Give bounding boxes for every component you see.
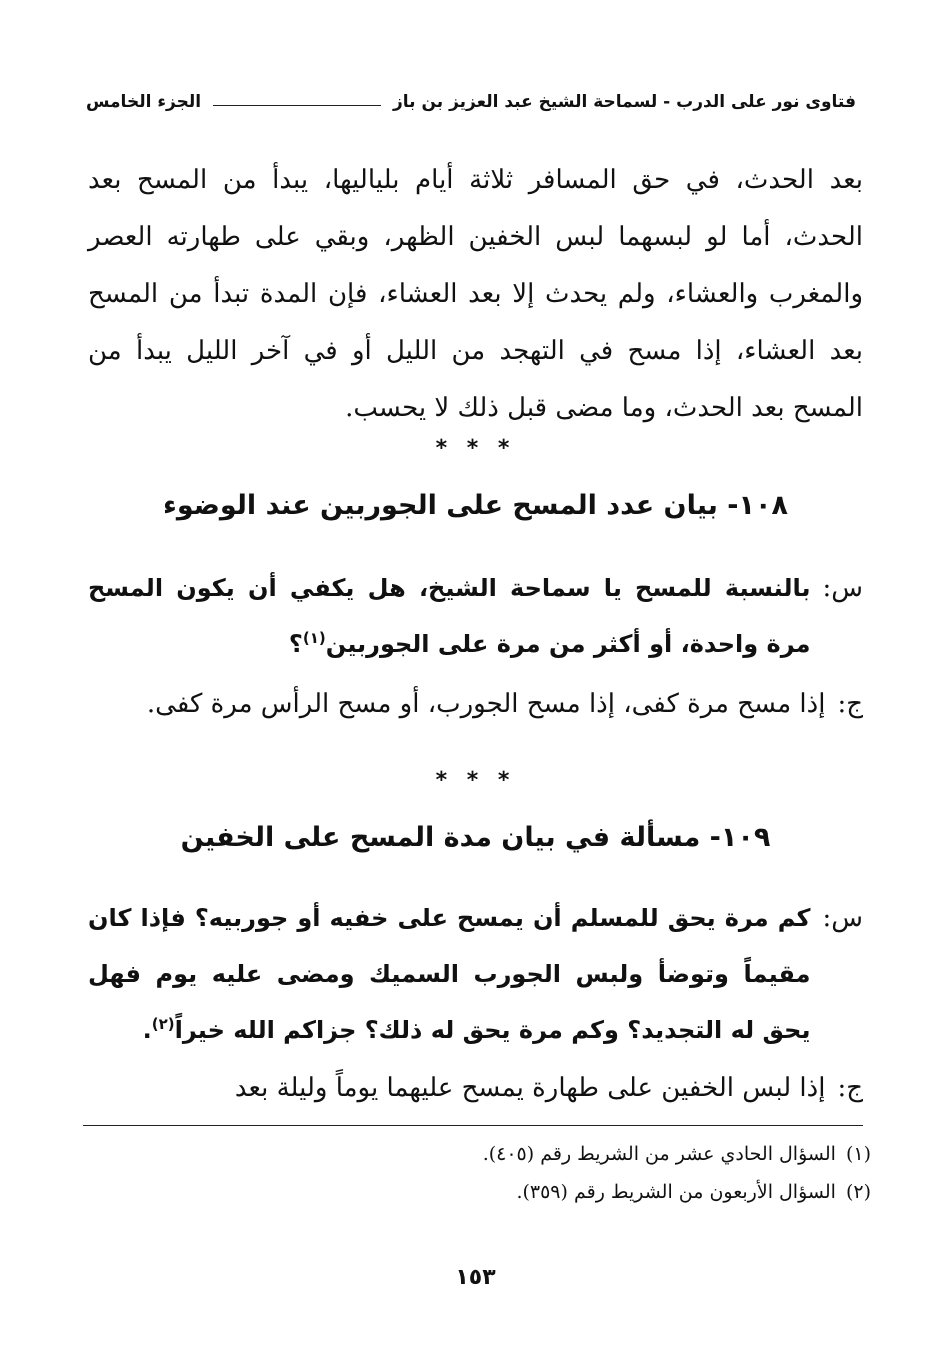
question-108 (88, 560, 863, 672)
footnote-text: السؤال الحادي عشر من الشريط رقم (٤٠٥). (482, 1143, 836, 1165)
answer-text: إذا لبس الخفين على طهارة يمسح عليهما يوماً وليلة بعد (234, 1073, 826, 1103)
question-text: بالنسبة للمسح يا سماحة الشيخ، هل يكفي أن يكون المسح مرة واحدة، أو أكثر من مرة على الجوربين$^{(١)}$؟ (88, 574, 811, 658)
footnote-2 (91, 1173, 871, 1211)
book-title: فتاوى نور على الدرب - لسماحة الشيخ عبد العزيز بن باز (393, 92, 856, 112)
footnote-text: السؤال الأربعون من الشريط رقم (٣٥٩). (516, 1181, 836, 1203)
footnotes (91, 1135, 871, 1211)
continued-paragraph: بعد الحدث، في حق المسافر ثلاثة أيام بلياليها، يبدأ من المسح بعد الحدث، أما لو لبسهما لبس الخفين الظهر، وبقي على طهارته العصر والمغرب والعشاء، ولم يحدث إلا بعد العشاء، فإن المدة تبدأ من المسح بعد العشاء، إذا مسح في التهجد من الليل أو في آخر الليل يبدأ من المسح بعد الحدث، وما مضى قبل ذلك لا يحسب. (88, 165, 863, 423)
answer-108 (88, 676, 863, 732)
header-rule (213, 105, 381, 106)
section-heading-109: ١٠٩- مسألة في بيان مدة المسح على الخفين (180, 822, 771, 853)
footnote-ref-2: (٢) (151, 1015, 175, 1033)
footnote-rule (83, 1125, 863, 1126)
section-separator: * * * (435, 436, 516, 461)
question-109 (88, 890, 863, 1058)
answer-text: إذا مسح مرة كفى، إذا مسح الجورب، أو مسح الرأس مرة كفى. (146, 689, 826, 719)
footnote-number: (١) (845, 1143, 871, 1165)
page-number: ١٥٣ (455, 1265, 496, 1290)
footnote-ref-1: (١) (302, 629, 326, 647)
question-label: س: (822, 903, 863, 933)
answer-109 (88, 1060, 863, 1116)
volume-label: الجزء الخامس (86, 92, 202, 112)
section-separator: * * * (435, 768, 516, 793)
footnote-1 (91, 1135, 871, 1173)
answer-label: ج: (837, 1073, 863, 1103)
running-header (86, 92, 856, 112)
section-heading-108: ١٠٨- بيان عدد المسح على الجوربين عند الوضوء (163, 490, 788, 521)
question-label: س: (822, 573, 863, 603)
footnote-number: (٢) (845, 1181, 871, 1203)
question-text: كم مرة يحق للمسلم أن يمسح على خفيه أو جوربيه؟ فإذا كان مقيماً وتوضأ ولبس الجورب السميك ومضى عليه يوم فهل يحق له التجديد؟ وكم مرة يحق له ذلك؟ جزاكم الله خيراً$^{(٢)}$. (88, 904, 811, 1044)
answer-label: ج: (837, 689, 863, 719)
